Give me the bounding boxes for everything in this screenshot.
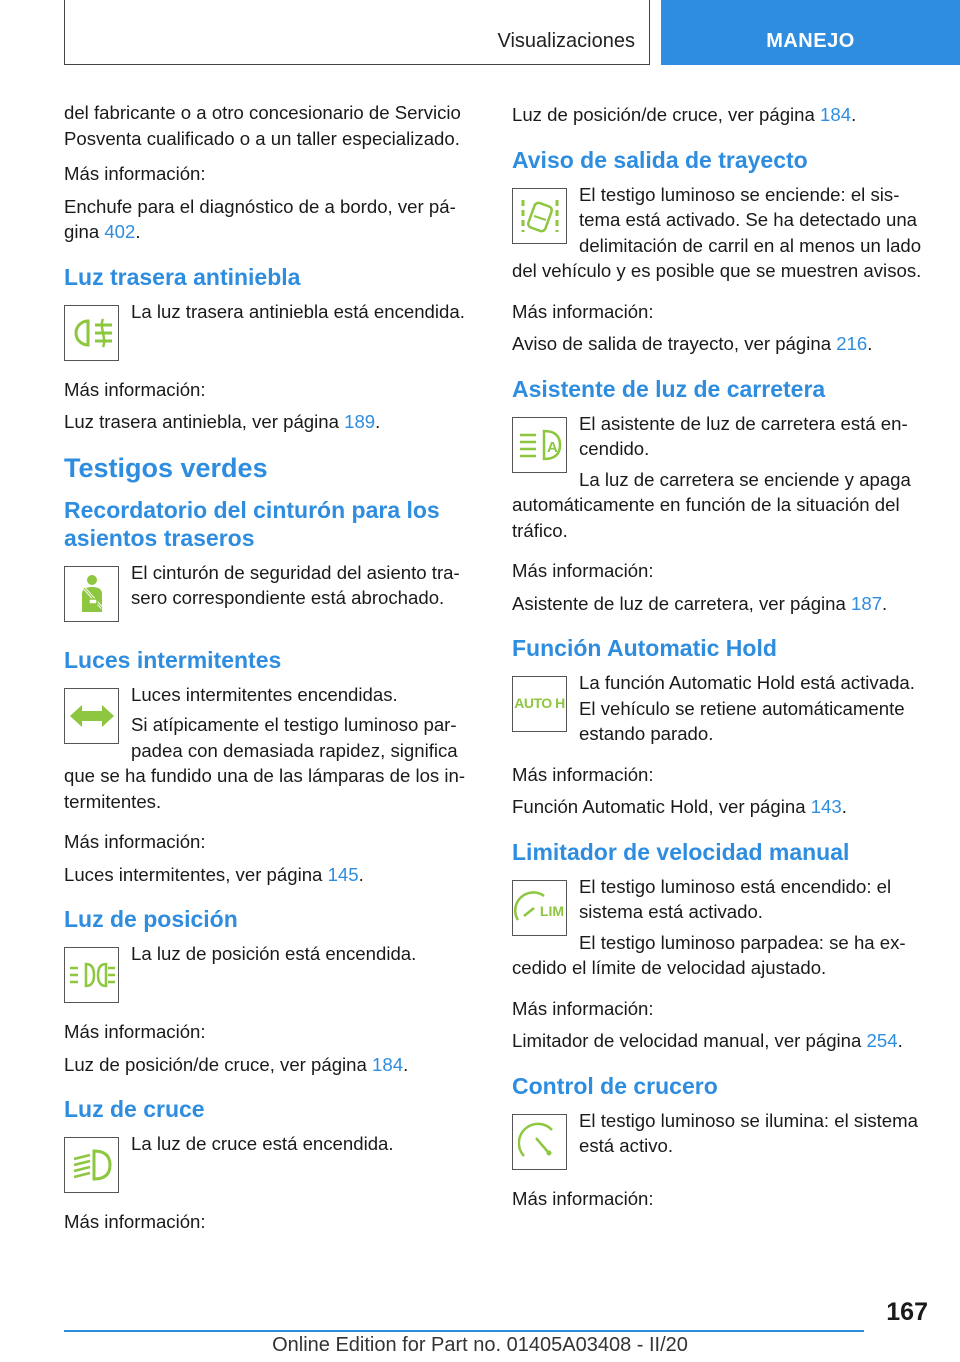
- more-info-label: Más información:: [512, 997, 654, 1019]
- seatbelt-text: El cinturón de seguridad del asiento tra-sero correspondiente está abrochado.: [131, 561, 460, 608]
- speed-limiter-icon-label: LIM: [539, 903, 564, 919]
- footer-divider: [64, 1330, 864, 1332]
- page-link-143[interactable]: 143: [810, 796, 842, 817]
- indicator-position-light: [64, 941, 468, 1009]
- page-link-187[interactable]: 187: [851, 592, 883, 614]
- heading-low-beam: Luz de cruce: [64, 1096, 205, 1122]
- high-beam-assistant-icon: [512, 417, 567, 473]
- heading-turn-signals: Luces intermitentes: [64, 646, 282, 673]
- auto-hold-icon-label: AUTO H: [514, 695, 565, 712]
- cruise-control-text: El testigo luminoso se ilumina: el sistema está activo.: [579, 1109, 918, 1156]
- header-section-box: [64, 0, 650, 65]
- heading-high-beam-assistant: Asistente de luz de carretera: [512, 375, 826, 402]
- rear-fog-text: La luz trasera antiniebla está encendida.: [131, 300, 465, 322]
- turn-signal-text-1: Luces intermitentes encendidas.: [131, 683, 398, 705]
- page-link-402[interactable]: 402: [104, 221, 136, 242]
- auto-hold-text: La función Automatic Hold está activada. El vehículo se retiene automáticamente estando parado.: [579, 672, 915, 744]
- position-light-reference: Luz de posición/de cruce, ver página 184.: [64, 1053, 409, 1075]
- auto-hold-icon: [512, 676, 567, 732]
- more-info-label: Más información:: [64, 378, 206, 400]
- seatbelt-icon: [64, 566, 119, 622]
- page-link-254[interactable]: 254: [866, 1030, 898, 1051]
- indicator-turn-signals: [64, 682, 468, 820]
- position-light-text: La luz de posición está encendida.: [131, 943, 417, 964]
- left-column: [64, 100, 468, 1242]
- heading-position-light: Luz de posición: [64, 906, 238, 932]
- page-link-216[interactable]: 216: [836, 333, 868, 354]
- page-link-189[interactable]: 189: [344, 411, 376, 432]
- heading-automatic-hold: Función Automatic Hold: [512, 635, 777, 661]
- low-beam-text: La luz de cruce está encendida.: [131, 1133, 394, 1154]
- lane-departure-icon: [512, 188, 567, 244]
- indicator-cruise-control: [512, 1108, 932, 1176]
- rear-fog-reference: Luz trasera antiniebla, ver página 189.: [64, 411, 381, 432]
- position-light-icon: [64, 947, 119, 1003]
- more-info-label: Más información:: [64, 163, 206, 184]
- auto-hold-reference: Función Automatic Hold, ver página 143.: [512, 796, 847, 817]
- indicator-high-beam-assistant: [512, 411, 932, 549]
- lane-departure-text: El testigo luminoso se enciende: el sis-tema está activado. Se ha detectado una delimitación de carril en al menos un lado del vehículo y es posible que se muestren avisos.: [512, 183, 922, 281]
- page-header: [0, 0, 960, 66]
- high-beam-text-1: El asistente de luz de carretera está en-cendido.: [579, 412, 908, 459]
- speed-limiter-text-2: El testigo luminoso parpadea: se ha ex-cedido el límite de velocidad ajustado.: [512, 931, 906, 978]
- more-info-label: Más información:: [64, 831, 206, 852]
- indicator-rear-fog: [64, 299, 468, 367]
- obd-reference: Enchufe para el diagnóstico de a bordo, ver pá-gina 402.: [64, 195, 456, 242]
- more-info-label: Más información:: [64, 1211, 206, 1232]
- header-chapter-tab: MANEJO: [661, 0, 960, 65]
- header-section-title: Visualizaciones: [497, 30, 635, 52]
- more-info-label: Más información:: [512, 300, 654, 322]
- more-info-label: Más información:: [512, 763, 654, 785]
- lane-departure-reference: Aviso de salida de trayecto, ver página 216.: [512, 333, 873, 354]
- svg-text:A: A: [546, 438, 558, 456]
- speed-limiter-icon: [512, 880, 567, 936]
- right-column: [512, 102, 932, 1218]
- footer-edition: Online Edition for Part no. 01405A03408 - II/20: [272, 1334, 688, 1356]
- heading-speed-limiter: Limitador de velocidad manual: [512, 838, 850, 865]
- heading-seatbelt-reminder: Recordatorio del cinturón para los asientos traseros: [64, 496, 440, 551]
- speed-limiter-text-1: El testigo luminoso está encendido: el sistema está activado.: [579, 875, 892, 922]
- turn-signal-text-2: Si atípicamente el testigo luminoso par-padea con demasiada rapidez, significa que se ha fundido una de las lámparas de los in-termitentes.: [64, 714, 466, 812]
- heading-lane-departure: Aviso de salida de trayecto: [512, 146, 808, 173]
- intro-text: del fabricante o a otro concesionario de Servicio Posventa cualificado o a un taller especializado.: [64, 102, 461, 149]
- heading-green-indicators: Testigos verdes: [64, 452, 268, 483]
- turn-signal-reference: Luces intermitentes, ver página 145.: [64, 863, 364, 885]
- page-link-145[interactable]: 145: [327, 863, 359, 885]
- high-beam-reference: Asistente de luz de carretera, ver página 187.: [512, 592, 888, 614]
- high-beam-text-2: La luz de carretera se enciende y apaga automáticamente en función de la situación del tráfico.: [512, 468, 911, 541]
- cruise-control-icon: [512, 1114, 567, 1170]
- more-info-label: Más información:: [64, 1021, 206, 1042]
- indicator-low-beam: [64, 1131, 468, 1199]
- heading-rear-fog: Luz trasera antiniebla: [64, 263, 301, 290]
- indicator-seatbelt: [64, 560, 468, 628]
- indicator-lane-departure: [512, 182, 932, 289]
- indicator-automatic-hold: [512, 670, 932, 752]
- page-number: 167: [886, 1298, 928, 1326]
- low-beam-icon: [64, 1137, 119, 1193]
- page-link-184[interactable]: 184: [820, 104, 852, 125]
- more-info-label: Más información:: [512, 1187, 654, 1209]
- page-link-184[interactable]: 184: [372, 1053, 404, 1075]
- turn-signal-arrows-icon: [64, 688, 119, 744]
- heading-cruise-control: Control de crucero: [512, 1072, 718, 1099]
- indicator-speed-limiter: [512, 874, 932, 986]
- speed-limiter-reference: Limitador de velocidad manual, ver página 254.: [512, 1030, 903, 1051]
- rear-fog-light-icon: [64, 305, 119, 361]
- position-light-reference-continued: Luz de posición/de cruce, ver página 184.: [512, 104, 857, 125]
- more-info-label: Más información:: [512, 560, 654, 581]
